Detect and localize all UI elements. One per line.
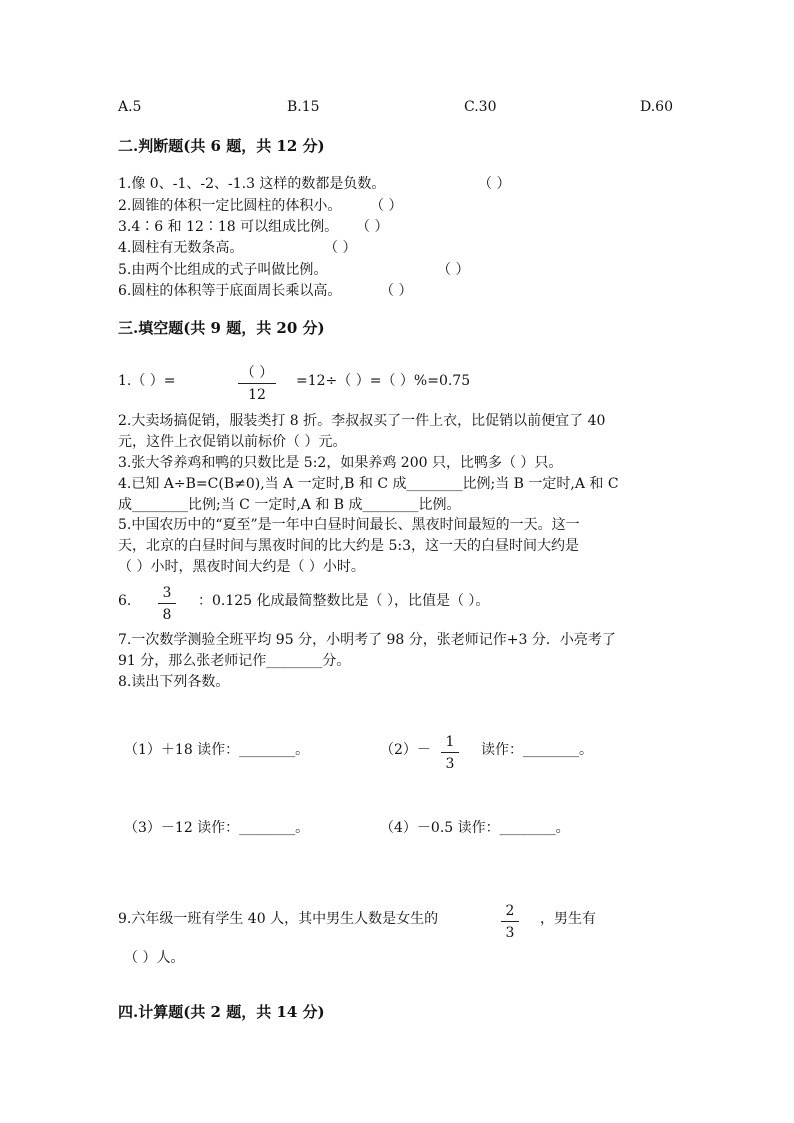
judge-paren-6: （ ）: [380, 283, 413, 299]
judge-item-1: 1.像 0、-1、-2、-1.3 这样的数都是负数。: [118, 176, 386, 192]
option-a: A.5: [118, 99, 142, 115]
fill-q4-line2: 成________比例;当 C 一定时,A 和 B 成________比例。: [118, 497, 461, 513]
fill-q6-right: ：0.125 化成最简整数比是（ ），比值是（ ）。: [198, 593, 490, 609]
section-3-title: 三.填空题(共 9 题，共 20 分): [118, 319, 325, 337]
fill-q8-b-left: （2）－: [380, 742, 431, 758]
fill-q2-line1: 2.大卖场搞促销，服装类打 8 折。李叔叔买了一件上衣，比促销以前便宜了 40: [118, 413, 606, 429]
fill-q5-line1: 5.中国农历中的“夏至”是一年中白昼时间最长、黑夜时间最短的一天。这一: [118, 517, 580, 533]
judge-paren-1: （ ）: [478, 176, 511, 192]
fill-q4-line1: 4.已知 A÷B=C(B≠0),当 A 一定时,B 和 C 成________比例;当 B 一定时,A 和 C: [118, 476, 619, 492]
fraction-denominator: 3: [505, 925, 515, 941]
fill-q2-line2: 元，这件上衣促销以前标价（ ）元。: [118, 434, 347, 450]
judge-item-5: 5.由两个比组成的式子叫做比例。: [118, 262, 328, 278]
fraction-numerator: 2: [505, 903, 515, 919]
fill-q8-c: （3）－12 读作：________。: [124, 820, 310, 836]
fraction-denominator: 3: [445, 756, 455, 772]
fill-q9-left: 9.六年级一班有学生 40 人，其中男生人数是女生的: [118, 911, 439, 927]
option-d: D.60: [640, 99, 673, 115]
fill-q1-left: 1.（ ）=: [118, 373, 176, 389]
fraction-numerator: 3: [162, 585, 172, 601]
fill-q8-title: 8.读出下列各数。: [118, 674, 230, 690]
fill-q9-right: ，男生有: [540, 911, 596, 927]
fraction-denominator: 12: [248, 387, 266, 403]
judge-item-3: 3.4∶6 和 12∶18 可以组成比例。: [118, 219, 339, 235]
judge-paren-2: （ ）: [370, 198, 403, 214]
fill-q6-label: 6.: [118, 593, 132, 609]
fill-q1-right: =12÷（ ）=（ ）%=0.75: [296, 373, 471, 389]
fraction-denominator: 8: [162, 607, 172, 623]
fill-q5-line3: （ ）小时，黑夜时间大约是（ ）小时。: [118, 559, 365, 575]
fill-q8-a: （1）＋18 读作：________。: [124, 742, 310, 758]
section-2-title: 二.判断题(共 6 题，共 12 分): [118, 137, 325, 155]
fill-q1-fraction: [238, 366, 276, 402]
fraction-numerator: （ ）: [240, 365, 274, 381]
fraction-numerator: 1: [445, 734, 455, 750]
fill-q7-line2: 91 分，那么张老师记作________分。: [118, 653, 351, 669]
section-4-title: 四.计算题(共 2 题，共 14 分): [118, 1003, 325, 1021]
judge-item-6: 6.圆柱的体积等于底面周长乘以高。: [118, 283, 342, 299]
fill-q9-fraction: [501, 904, 519, 940]
fill-q6-fraction: [158, 586, 176, 622]
option-c: C.30: [464, 99, 497, 115]
fill-q7-line1: 7.一次数学测验全班平均 95 分，小明考了 98 分，张老师记作+3 分．小亮考了: [118, 632, 616, 648]
fill-q8-b-fraction: [441, 735, 459, 771]
fill-q5-line2: 天，北京的白昼时间与黑夜时间的比大约是 5:3，这一天的白昼时间大约是: [118, 538, 579, 554]
judge-paren-5: （ ）: [437, 262, 470, 278]
judge-paren-3: （ ）: [356, 219, 389, 235]
judge-item-2: 2.圆锥的体积一定比圆柱的体积小。: [118, 198, 342, 214]
fill-q8-b-right: 读作：________。: [481, 742, 593, 758]
judge-paren-4: （ ）: [324, 240, 357, 256]
judge-item-4: 4.圆柱有无数条高。: [118, 240, 244, 256]
fill-q9-line2: （ ）人。: [124, 950, 185, 966]
fill-q3: 3.张大爷养鸡和鸭的只数比是 5:2，如果养鸡 200 只，比鸭多（ ）只。: [118, 455, 563, 471]
option-b: B.15: [287, 99, 320, 115]
fill-q8-d: （4）－0.5 读作：________。: [380, 820, 570, 836]
